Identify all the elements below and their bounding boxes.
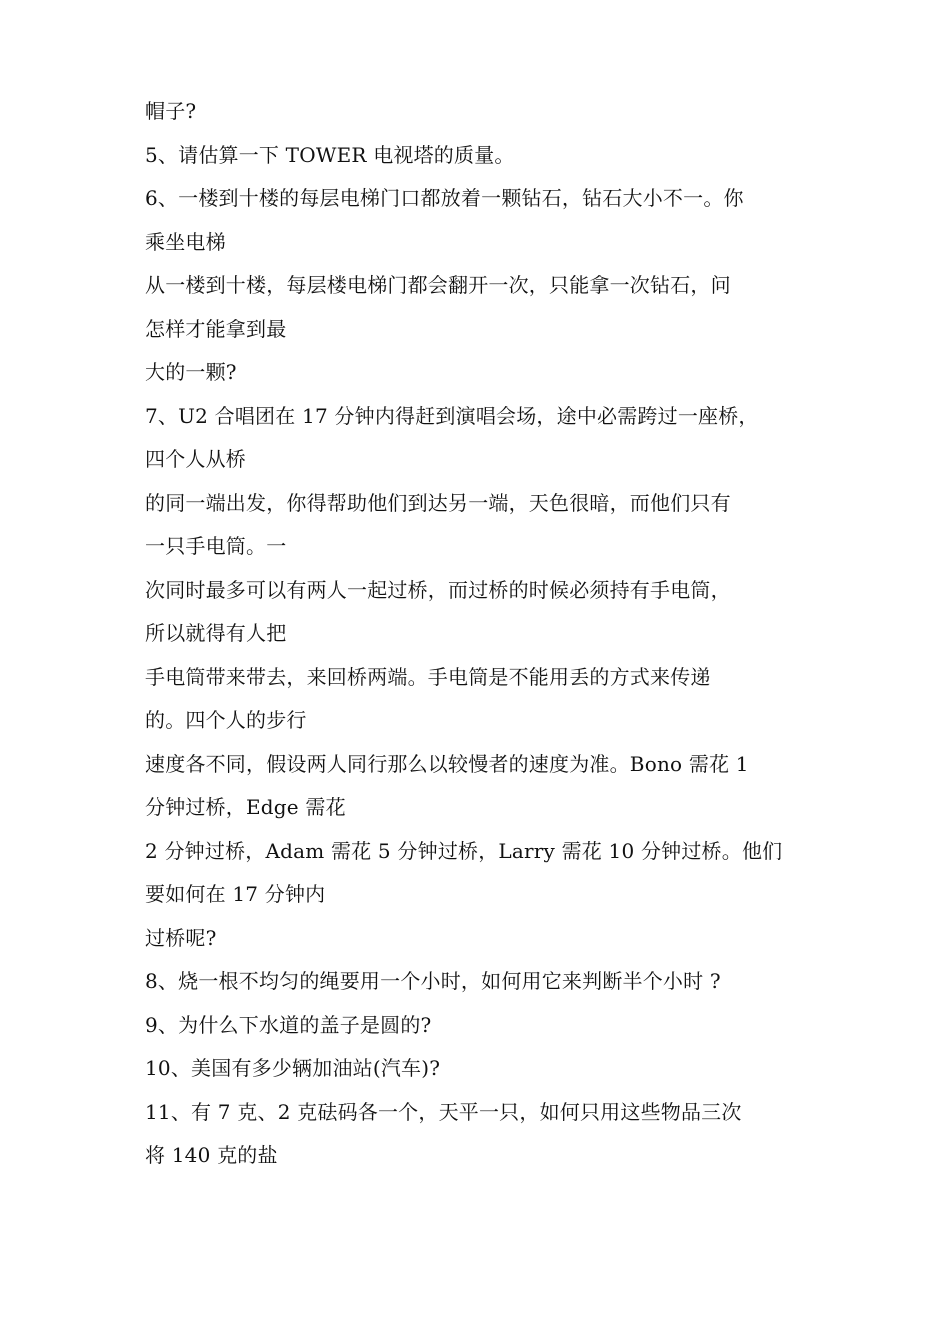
text-line: 四个人从桥 [145,447,246,471]
text-line: 8、烧一根不均匀的绳要用一个小时，如何用它来判断半个小时 ? [145,969,721,993]
text-line: 所以就得有人把 [145,621,287,645]
text-line: 将 140 克的盐 [145,1143,278,1167]
text-line: 过桥呢? [145,925,217,950]
text-line: 手电筒带来带去，来回桥两端。手电筒是不能用丢的方式来传递 [145,664,711,689]
text-line: 的同一端出发，你得帮助他们到达另一端，天色很暗，而他们只有 [145,490,731,515]
text-line: 次同时最多可以有两人一起过桥，而过桥的时候必须持有手电筒， [145,577,731,602]
text-line: 的。四个人的步行 [145,708,307,732]
text-line: 一只手电筒。一 [145,534,287,558]
text-line: 从一楼到十楼，每层楼电梯门都会翻开一次，只能拿一次钻石，问 [145,273,731,297]
text-line: 帽子? [145,99,197,123]
text-line: 9、为什么下水道的盖子是圆的? [145,1012,432,1037]
text-line: 乘坐电梯 [145,229,226,254]
text-line: 6、一楼到十楼的每层电梯门口都放着一颗钻石，钻石大小不一。你 [145,186,744,210]
text-line: 分钟过桥，Edge 需花 [145,795,346,819]
text-line: 速度各不同，假设两人同行那么以较慢者的速度为准。Bono 需花 1 [145,751,749,776]
text-line: 怎样才能拿到最 [145,316,287,341]
text-line: 7、U2 合唱团在 17 分钟内得赶到演唱会场，途中必需跨过一座桥， [145,403,759,428]
text-line: 11、有 7 克、2 克砝码各一个，天平一只，如何只用这些物品三次 [145,1099,742,1124]
text-line: 2 分钟过桥，Adam 需花 5 分钟过桥，Larry 需花 10 分钟过桥。他们 [145,838,783,863]
text-line: 要如何在 17 分钟内 [145,882,326,906]
text-line: 大的一颗? [145,360,237,384]
text-line: 10、美国有多少辆加油站(汽车)? [145,1056,441,1080]
text-line: 5、请估算一下 TOWER 电视塔的质量。 [145,142,515,167]
document-body [145,90,825,1178]
